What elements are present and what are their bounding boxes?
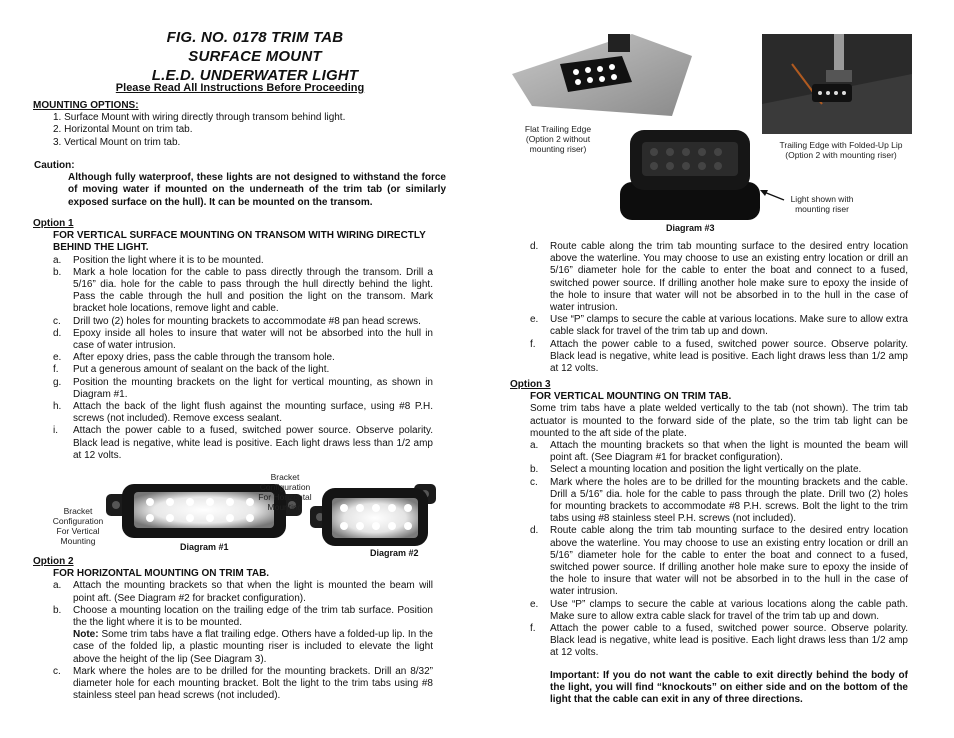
list-item: f. Attach the power cable to a fused, switched power source. Observe polarity. Black lead is negative, white lead is positive. Each light draws less than 1/2 amp at 12 volts. bbox=[530, 623, 908, 659]
option2-heading: Option 2 bbox=[33, 556, 74, 567]
diagram2-label: Diagram #2 bbox=[370, 548, 419, 558]
list-item: a. Attach the mounting brackets so that when the light is mounted the beam will point aft. (See Diagram #2 for bracket configuration). bbox=[53, 580, 433, 604]
mounting-item: 3. Vertical Mount on trim tab. bbox=[53, 136, 181, 148]
list-item: f. Put a generous amount of sealant on the back of the light. bbox=[53, 364, 330, 376]
mounting-options bbox=[33, 100, 447, 149]
option2-subheading: FOR HORIZONTAL MOUNTING ON TRIM TAB. bbox=[53, 568, 270, 580]
diagram3-label: Diagram #3 bbox=[666, 223, 715, 233]
diagram2-light-image bbox=[310, 478, 440, 550]
list-item: f. Attach the power cable to a fused, switched power source. Observe polarity. Black lead is negative, white lead is positive. Each light draws less than 1/2 amp at 12 volts. bbox=[530, 338, 908, 375]
flat-trailing-edge-photo bbox=[512, 34, 692, 116]
list-item: e. Use “P” clamps to secure the cable at various locations along the cable path. Make sure to allow extra cable slack for travel of the trim tab up and down. bbox=[530, 598, 908, 622]
option1 bbox=[33, 218, 433, 462]
list-item: c. Mark where the holes are to be drilled for the mounting brackets. Drill an 8/32” diameter hole for each mounting bracket. Bolt the light to the trim tabs using #8 stainless steel pan head screws (not included). bbox=[53, 665, 433, 702]
list-item: b. Mark a hole location for the cable to pass directly through the transom. Drill a 5/16” dia. hole for the cable to pass through the hull directly behind the light. Pass the cable through the hull and position the light on the transom. Mark bracket hole locations, remove light and cable. bbox=[53, 266, 433, 315]
list-item: g. Position the mounting brackets on the light for vertical mounting, as shown in Diagram #1. bbox=[53, 376, 433, 400]
option1-steps bbox=[33, 255, 433, 462]
riser-caption: Light shown with mounting riser bbox=[790, 194, 854, 214]
mounting-heading: MOUNTING OPTIONS: bbox=[33, 100, 139, 111]
flat-edge-caption: Flat Trailing Edge (Option 2 without mounting riser) bbox=[524, 124, 592, 154]
subtitle: Please Read All Instructions Before Proceeding bbox=[115, 82, 365, 94]
title-line-3: L.E.D. UNDERWATER LIGHT bbox=[151, 67, 359, 84]
caution-heading: Caution: bbox=[34, 160, 75, 171]
list-item: b. Choose a mounting location on the trailing edge of the trim tab surface. Position the the light where it is to be mounted. Note: Some trim tabs have a flat trailing edge. Others have a folded-up lip. In the case of the folded lip, a plastic mounting riser is included to elevate the light above the height of the lip (See Diagram 3). bbox=[53, 604, 433, 665]
mounting-item: 2. Horizontal Mount on trim tab. bbox=[53, 124, 193, 136]
list-item: e. After epoxy dries, pass the cable through the transom hole. bbox=[53, 352, 335, 364]
option1-heading: Option 1 bbox=[33, 218, 74, 229]
important-note: Important: If you do not want the cable to exit directly behind the body of the light, you will find “knockouts” on either side and on the bottom of the light that the cable can exit in any of three directions. bbox=[550, 669, 908, 706]
folded-lip-photo bbox=[762, 34, 912, 134]
riser-light-photo bbox=[616, 126, 766, 222]
option1-subheading: FOR VERTICAL SURFACE MOUNTING ON TRANSOM WITH WIRING DIRECTLY BEHIND THE LIGHT. bbox=[53, 230, 426, 254]
list-item: d. Route cable along the trim tab mounting surface to the desired entry location above the waterline. You may choose to use an existing entry location or drill an 5/16” diameter hole for the cable to enter the boat and connect to a fused, switched power source. If drilling another hole make sure to epoxy the inside of the hole to insure that water will not be absorbed in to the hull in the case of water intrusion. bbox=[530, 525, 908, 598]
title-line-2: SURFACE MOUNT bbox=[188, 48, 322, 65]
option3-subheading: FOR VERTICAL MOUNTING ON TRIM TAB. bbox=[530, 391, 732, 403]
page-title bbox=[130, 28, 380, 85]
caution-block bbox=[34, 160, 446, 209]
diagram1-caption: Bracket Configuration For Vertical Mounting bbox=[52, 506, 104, 546]
list-item: c. Mark where the holes are to be drilled for the mounting brackets and the cable. Drill a 5/16” dia. hole for the cable to pass through the plate. Drill two (2) holes for mounting brackets to accommodate #8 P.H. screws. Bolt the light to the trim tabs using #8 stainless steel P.H. screws (not included). bbox=[530, 476, 908, 525]
list-item: c. Drill two (2) holes for mounting brackets to accommodate #8 pan head screws. bbox=[53, 315, 421, 327]
caution-text: Although fully waterproof, these lights are not designed to withstand the force of moving water if mounted on the underneath of the trim tab (or similarly exposed surface on the hull). It can be mounted on the transom. bbox=[68, 172, 446, 208]
folded-edge-caption: Trailing Edge with Folded-Up Lip (Option 2 with mounting riser) bbox=[779, 140, 903, 160]
list-item: d. Route cable along the trim tab mounting surface to the desired entry location above the waterline. You may choose to use an existing entry location or drill an 5/16” diameter hole for the cable to enter the boat and connect to a fused, switched power source. If drilling another hole make sure to epoxy the inside of the hole to insure that water will not be absorbed in to the hull in the case of water intrusion. bbox=[530, 241, 908, 314]
option2 bbox=[33, 556, 433, 702]
mounting-item: 1. Surface Mount with wiring directly through transom behind light. bbox=[53, 112, 346, 124]
list-item: d. Epoxy inside all holes to insure that water will not be absorbed into the hull in case of water intrusion. bbox=[53, 327, 433, 352]
list-item: h. Attach the back of the light flush against the mounting surface, using #8 P.H. screws (not included). Remove excess sealant. bbox=[53, 401, 433, 425]
list-item: a. Position the light where it is to be mounted. bbox=[53, 254, 264, 266]
list-item: b. Select a mounting location and position the light vertically on the plate. bbox=[530, 464, 862, 476]
diagram2-caption: Bracket Configuration For Horizontal Mounting bbox=[258, 472, 312, 512]
list-item: i. Attach the power cable to a fused, switched power source. Observe polarity. Black lead is negative, white lead is positive. Each light draws less than 1/2 amp at 12 volts. bbox=[53, 425, 433, 461]
option3 bbox=[510, 379, 908, 706]
option2-continued bbox=[530, 241, 908, 375]
title-line-1: FIG. NO. 0178 TRIM TAB bbox=[166, 29, 344, 46]
option3-intro: Some trim tabs have a plate welded vertically to the tab (not shown). The trim tab actuator is mounted to the forward side of the plate, so the trim tab light can be mounted to the aft side of the plate. bbox=[530, 403, 908, 439]
diagram1-label: Diagram #1 bbox=[180, 542, 229, 552]
list-item: e. Use “P” clamps to secure the cable at various locations. Make sure to allow extra cable slack for travel of the trim tab up and down. bbox=[530, 314, 908, 338]
option3-heading: Option 3 bbox=[510, 379, 551, 390]
list-item: a. Attach the mounting brackets so that when the light is mounted the beam will point aft. (See Diagram #1 for bracket configuration). bbox=[530, 440, 908, 464]
